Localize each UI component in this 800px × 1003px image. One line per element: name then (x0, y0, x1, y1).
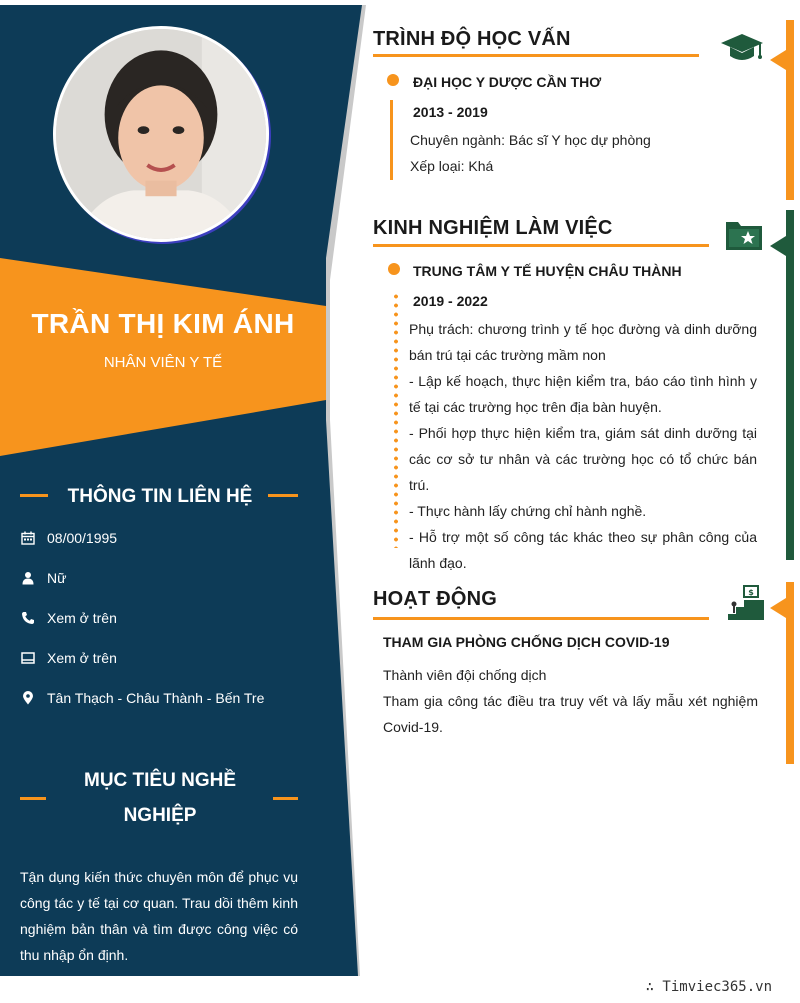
phone-icon (20, 610, 36, 626)
activity-line1: Thành viên đội chống dịch (383, 667, 547, 683)
education-title: TRÌNH ĐỘ HỌC VẤN (373, 28, 571, 50)
education-major: Chuyên ngành: Bác sĩ Y học dự phòng (410, 132, 651, 148)
heading-dash-right (273, 797, 298, 800)
activities-underline (373, 617, 709, 620)
experience-detail-line: - Phối hợp thực hiện kiểm tra, giám sát dinh dưỡng tại các cơ sở tư nhân và các trường học có tổ chức bán trú. (409, 425, 757, 493)
avatar (53, 26, 269, 242)
calendar-icon (20, 530, 36, 546)
candidate-role: NHÂN VIÊN Y TẾ (103, 354, 223, 371)
svg-text:$: $ (748, 588, 754, 597)
contact-heading: THÔNG TIN LIÊN HỆ (67, 486, 253, 507)
portrait-illustration (56, 29, 266, 239)
timeline-dot (388, 263, 400, 275)
school-name: ĐẠI HỌC Y DƯỢC CẦN THƠ (413, 74, 602, 90)
contact-phone (20, 610, 117, 626)
contact-value: Xem ở trên (47, 610, 117, 626)
star-folder-icon (724, 218, 764, 252)
experience-detail-line: - Thực hành lấy chứng chỉ hành nghề. (409, 503, 647, 519)
activity-name: THAM GIA PHÒNG CHỐNG DỊCH COVID-19 (383, 634, 670, 650)
timeline-line (390, 100, 393, 180)
experience-underline (373, 244, 709, 247)
timeline-dotted-line (394, 292, 398, 548)
activity-line2: Tham gia công tác điều tra truy vết và lấy mẫu xét nghiệm Covid-19. (383, 693, 758, 735)
experience-detail-line: - Lập kế hoạch, thực hiện kiểm tra, báo cáo tình hình y tế tại các trường học trên địa bàn huyện. (409, 373, 757, 415)
company-name: TRUNG TÂM Y TẾ HUYỆN CHÂU THÀNH (413, 263, 682, 279)
contact-gender (20, 570, 66, 586)
heading-dash-right (268, 494, 298, 497)
experience-years: 2019 - 2022 (413, 293, 488, 309)
objective-text: Tận dụng kiến thức chuyên môn để phục vụ công tác y tế tại cơ quan. Trau dồi thêm kinh nghiệm bản thân và tìm được công việc có thu nhập ổn định. (20, 869, 298, 963)
experience-detail-line: - Hỗ trợ một số công tác khác theo sự phân công của lãnh đạo. (409, 529, 757, 571)
heading-dash-left (20, 494, 48, 497)
education-grade: Xếp loại: Khá (410, 158, 494, 174)
timeline-dot (387, 74, 399, 86)
contact-value: Nữ (47, 570, 67, 586)
contact-address (20, 690, 264, 706)
contact-value: Tân Thạch - Châu Thành - Bến Tre (47, 690, 265, 706)
experience-detail-line: Phụ trách: chương trình y tế học đường và dinh dưỡng bán trú tại các trường mầm non (409, 321, 757, 363)
candidate-name: TRẦN THỊ KIM ÁNH (31, 308, 295, 339)
education-years: 2013 - 2019 (413, 104, 488, 120)
contact-value: 08/00/1995 (47, 530, 118, 546)
user-icon (20, 570, 36, 586)
contact-email (20, 650, 117, 666)
career-stairs-icon (726, 582, 766, 622)
experience-title: KINH NGHIỆM LÀM VIỆC (373, 217, 613, 239)
watermark-logo: ∴ Timviec365.vn (645, 979, 772, 995)
objective-heading-line1: MỤC TIÊU NGHỀ (84, 770, 236, 791)
contact-birthday (20, 530, 117, 546)
activities-title: HOẠT ĐỘNG (373, 588, 498, 610)
email-icon (20, 650, 36, 666)
objective-heading-line2: NGHIỆP (123, 805, 197, 826)
education-underline (373, 54, 699, 57)
map-pin-icon (20, 690, 36, 706)
graduation-cap-icon (720, 32, 764, 66)
experience-details (409, 316, 757, 576)
contact-value: Xem ở trên (47, 650, 117, 666)
heading-dash-left (20, 797, 46, 800)
